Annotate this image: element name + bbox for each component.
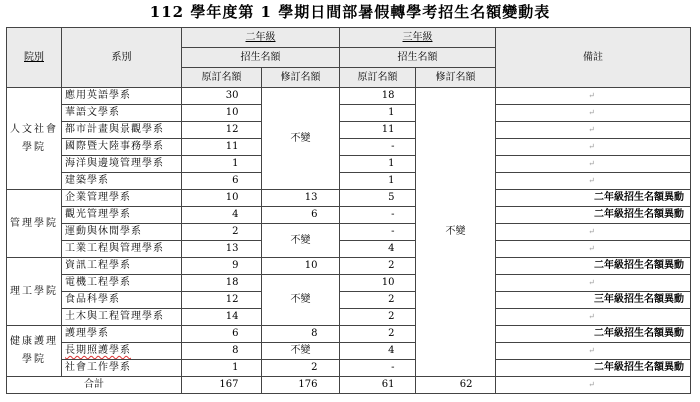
dept-cell: 都市計畫與景觀學系 — [62, 122, 182, 139]
total-g2-original: 167 — [182, 377, 262, 394]
table-row — [7, 88, 691, 105]
g2-revised-cell: 8 — [262, 326, 340, 343]
g2-original-cell: 8 — [182, 343, 262, 360]
g3-original-cell: - — [340, 360, 416, 377]
g2-original-cell: 13 — [182, 241, 262, 258]
note-cell: ↵ — [496, 309, 691, 326]
g2-revised-unchanged-cell: 不變 — [262, 224, 340, 258]
note-cell: 二年級招生名額異動 — [496, 258, 691, 275]
g2-original-cell: 1 — [182, 360, 262, 377]
table-row — [7, 173, 691, 190]
g3-original-cell: 2 — [340, 326, 416, 343]
dept-cell: 應用英語學系 — [62, 88, 182, 105]
college-cell: 健康護理學院 — [7, 326, 62, 377]
table-row — [7, 122, 691, 139]
header-grade3-original: 原訂名額 — [340, 68, 416, 88]
header-dept: 系別 — [62, 28, 182, 88]
g2-original-cell: 14 — [182, 309, 262, 326]
g3-original-cell: - — [340, 139, 416, 156]
header-grade2: 二年級 — [182, 28, 340, 48]
note-cell: ↵ — [496, 241, 691, 258]
dept-cell: 海洋與邊境管理學系 — [62, 156, 182, 173]
college-cell: 管理學院 — [7, 190, 62, 258]
total-row — [7, 377, 691, 394]
g2-revised-cell: 13 — [262, 190, 340, 207]
g2-original-cell: 18 — [182, 275, 262, 292]
g2-original-cell: 11 — [182, 139, 262, 156]
dept-cell: 華語文學系 — [62, 105, 182, 122]
g3-original-cell: 1 — [340, 105, 416, 122]
dept-cell: 企業管理學系 — [62, 190, 182, 207]
header-grade3-quota: 招生名額 — [340, 48, 496, 68]
total-label: 合計 — [7, 377, 182, 394]
g3-original-cell: - — [340, 224, 416, 241]
dept-cell: 電機工程學系 — [62, 275, 182, 292]
g2-original-cell: 1 — [182, 156, 262, 173]
total-g3-original: 61 — [340, 377, 416, 394]
table-row — [7, 156, 691, 173]
note-cell: ↵ — [496, 343, 691, 360]
total-g2-revised: 176 — [262, 377, 340, 394]
g3-revised-unchanged-cell: 不變 — [416, 88, 496, 377]
g2-original-cell: 4 — [182, 207, 262, 224]
g3-original-cell: 11 — [340, 122, 416, 139]
g2-original-cell: 6 — [182, 326, 262, 343]
g2-original-cell: 2 — [182, 224, 262, 241]
g2-original-cell: 10 — [182, 105, 262, 122]
note-cell: 三年級招生名額異動 — [496, 292, 691, 309]
g2-revised-unchanged-cell: 不變 — [262, 88, 340, 190]
table-row — [7, 343, 691, 360]
document-title: 112 學年度第 1 學期日間部暑假轉學考招生名額變動表 — [149, 3, 551, 21]
note-cell: ↵ — [496, 156, 691, 173]
table-row — [7, 360, 691, 377]
g2-revised-cell: 6 — [262, 207, 340, 224]
table-row — [7, 292, 691, 309]
g3-original-cell: 2 — [340, 309, 416, 326]
header-grade2-revised: 修訂名額 — [262, 68, 340, 88]
header-grade3: 三年級 — [340, 28, 496, 48]
dept-cell: 國際暨大陸事務學系 — [62, 139, 182, 156]
note-cell: ↵ — [496, 275, 691, 292]
g2-revised-unchanged-cell: 不變 — [262, 275, 340, 326]
note-cell: ↵ — [496, 88, 691, 105]
table-row — [7, 241, 691, 258]
dept-cell: 工業工程與管理學系 — [62, 241, 182, 258]
note-cell: 二年級招生名額異動 — [496, 207, 691, 224]
table-row — [7, 139, 691, 156]
college-cell: 人文社會學院 — [7, 88, 62, 190]
header-grade3-revised: 修訂名額 — [416, 68, 496, 88]
g2-original-cell: 12 — [182, 292, 262, 309]
dept-cell: 建築學系 — [62, 173, 182, 190]
dept-cell: 長期照護學系 — [62, 343, 182, 360]
g2-revised-cell: 10 — [262, 258, 340, 275]
g3-original-cell: 1 — [340, 156, 416, 173]
g2-revised-cell: 不變 — [262, 343, 340, 360]
header-note: 備註 — [496, 28, 691, 88]
table-row — [7, 224, 691, 241]
header-college: 院別 — [7, 28, 62, 88]
dept-cell: 土木與工程管理學系 — [62, 309, 182, 326]
dept-cell: 食品科學系 — [62, 292, 182, 309]
g2-original-cell: 10 — [182, 190, 262, 207]
g3-original-cell: 2 — [340, 258, 416, 275]
dept-cell: 運動與休閒學系 — [62, 224, 182, 241]
g3-original-cell: 4 — [340, 241, 416, 258]
quota-change-table — [6, 27, 691, 394]
note-cell: ↵ — [496, 173, 691, 190]
g2-original-cell: 9 — [182, 258, 262, 275]
note-cell: ↵ — [496, 224, 691, 241]
note-cell: 二年級招生名額異動 — [496, 190, 691, 207]
dept-cell: 護理學系 — [62, 326, 182, 343]
g3-original-cell: 5 — [340, 190, 416, 207]
table-row — [7, 326, 691, 343]
g3-original-cell: 4 — [340, 343, 416, 360]
note-cell: 二年級招生名額異動 — [496, 360, 691, 377]
g3-original-cell: 18 — [340, 88, 416, 105]
table-row — [7, 258, 691, 275]
header-grade2-quota: 招生名額 — [182, 48, 340, 68]
dept-cell: 資訊工程學系 — [62, 258, 182, 275]
g3-original-cell: - — [340, 207, 416, 224]
total-g3-revised: 62 — [416, 377, 496, 394]
note-cell: ↵ — [496, 122, 691, 139]
dept-cell: 社會工作學系 — [62, 360, 182, 377]
g3-original-cell: 1 — [340, 173, 416, 190]
g2-original-cell: 12 — [182, 122, 262, 139]
table-row — [7, 275, 691, 292]
header-grade2-original: 原訂名額 — [182, 68, 262, 88]
table-row — [7, 105, 691, 122]
table-row — [7, 207, 691, 224]
g3-original-cell: 10 — [340, 275, 416, 292]
table-row — [7, 309, 691, 326]
note-cell: ↵ — [496, 139, 691, 156]
g3-original-cell: 2 — [340, 292, 416, 309]
table-row — [7, 190, 691, 207]
g2-original-cell: 30 — [182, 88, 262, 105]
note-cell: 二年級招生名額異動 — [496, 326, 691, 343]
college-cell: 理工學院 — [7, 258, 62, 326]
g2-revised-cell: 2 — [262, 360, 340, 377]
note-cell: ↵ — [496, 105, 691, 122]
total-note: ↵ — [496, 377, 691, 394]
g2-original-cell: 6 — [182, 173, 262, 190]
dept-cell: 觀光管理學系 — [62, 207, 182, 224]
